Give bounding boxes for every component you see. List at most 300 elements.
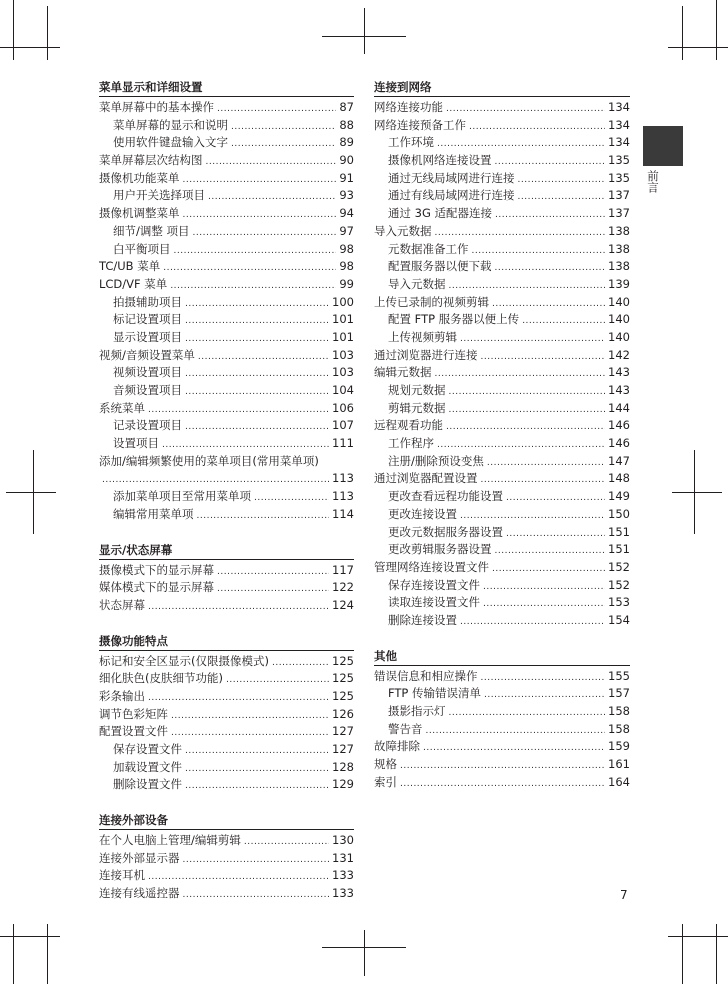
toc-entry-title: 规划元数据 [388,383,446,397]
toc-entry[interactable] [99,347,354,365]
toc-entry-title: 更改剪辑服务器设置 [388,542,492,557]
toc-subentry[interactable] [374,435,630,453]
dot-leader [171,708,329,726]
toc-entry[interactable] [374,668,630,686]
toc-entry[interactable] [99,453,354,488]
dot-leader [426,723,606,741]
toc-subentry[interactable] [374,170,630,188]
toc-entry-page: 152 [608,577,630,592]
dot-leader [472,243,606,261]
toc-entry-title: 更改元数据服务器设置 [388,524,503,539]
toc-entry[interactable] [99,867,354,885]
toc-entry[interactable] [99,597,354,615]
toc-entry-page: 125 [332,671,354,686]
section-title: 菜单显示和详细设置 [99,78,354,97]
toc-entry-title: 摄像机调整菜单 [99,206,180,221]
toc-entry-page: 135 [608,170,630,185]
toc-entry-title: 视频/音频设置菜单 [99,347,195,362]
toc-entry[interactable] [99,723,354,741]
toc-entry[interactable] [374,223,630,241]
side-tab-label: 前言 [646,170,660,193]
toc-subentry[interactable] [374,506,630,524]
toc-entry-page: 88 [339,117,354,132]
dot-leader [171,725,329,743]
dot-leader [484,687,605,705]
toc-entry-title: 配置 FTP 服务器以便上传 [388,312,520,327]
toc-entry-page: 100 [332,294,354,309]
toc-entry-page: 111 [332,436,354,451]
toc-entry-title: 更改连接设置 [388,506,457,521]
toc-entry[interactable] [99,258,354,276]
toc-entry[interactable] [99,99,354,117]
toc-entry-page: 139 [608,276,630,291]
toc-entry-title: 错误信息和相应操作 [374,668,478,683]
toc-entry-title: 添加/编辑频繁使用的菜单项目(常用菜单项) [99,453,319,468]
dot-leader [174,243,337,261]
toc-entry-title: 通过 3G 适配器连接 [388,206,493,221]
dot-leader [495,260,606,278]
toc-entry-page: 147 [608,453,630,468]
toc-entry-title: 在个人电脑上管理/编辑剪辑 [99,833,241,848]
toc-entry-title: 细化肤色(皮肤细节功能) [99,671,223,686]
toc-entry-title: LCD/VF 菜单 [99,276,168,291]
toc-entry[interactable] [99,205,354,223]
toc-entry-page: 146 [608,436,630,451]
toc-entry-title: 保存连接设置文件 [388,577,480,592]
toc-entry-page: 149 [608,489,630,504]
dot-leader [254,490,329,508]
toc-entry-page: 98 [339,241,354,256]
section-gap [99,524,354,541]
toc-subentry[interactable] [374,703,630,721]
toc-entry-page: 154 [608,612,630,627]
toc-entry-title: 菜单屏幕的显示和说明 [113,117,228,132]
toc-subentry[interactable] [99,435,354,453]
toc-entry-title: 警告音 [388,721,423,736]
crop-mark-bottom-left-h [0,936,60,937]
toc-entry-page: 91 [339,170,354,185]
toc-entry-page: 151 [608,542,630,557]
toc-entry-title: 删除连接设置 [388,612,457,627]
toc-subentry[interactable] [99,759,354,777]
toc-entry-title: 拍摄辅助项目 [113,294,182,309]
toc-subentry[interactable] [374,329,630,347]
toc-entry-page: 134 [608,117,630,132]
toc-entry[interactable] [99,276,354,294]
toc-entry-page: 133 [332,886,354,901]
toc-entry-page: 159 [608,739,630,754]
toc-entry-title: 菜单屏幕层次结构图 [99,153,203,168]
toc-entry-title: 系统菜单 [99,400,145,415]
toc-entry[interactable] [99,688,354,706]
toc-entry[interactable] [374,738,630,756]
toc-entry-title: 菜单屏幕中的基本操作 [99,100,214,114]
crop-mark-top-right-v2 [716,0,717,60]
toc-entry-page: 137 [608,188,630,203]
dot-leader [148,690,329,708]
toc-entry-title: 连接有线遥控器 [99,886,180,901]
toc-entry[interactable] [374,99,630,117]
toc-subentry[interactable] [374,311,630,329]
toc-entry-page: 126 [332,706,354,721]
toc-subentry[interactable] [99,223,354,241]
dot-leader [400,758,605,776]
toc-entry-title: 删除设置文件 [113,777,182,792]
toc-entry-title: 保存设置文件 [113,742,182,756]
toc-entry[interactable] [99,152,354,170]
toc-entry[interactable] [374,559,630,577]
toc-entry-title: 导入元数据 [388,276,446,291]
dot-leader [495,543,606,561]
toc-entry-title: 使用软件键盘输入文字 [113,135,228,150]
dot-leader [185,761,329,779]
toc-entry-page: 125 [332,653,354,668]
crop-mark-left-mid-h [6,492,56,493]
toc-entry-title: 工作环境 [388,135,434,150]
toc-subentry[interactable] [374,241,630,259]
toc-subentry[interactable] [374,276,630,294]
dot-leader [449,402,606,420]
toc-entry-page: 101 [332,312,354,327]
toc-entry-title: 远程观看功能 [374,418,443,433]
crop-mark-bottom-left-v2 [13,924,14,984]
toc-subentry[interactable] [99,311,354,329]
toc-entry-page: 153 [608,595,630,610]
dot-leader [163,260,336,278]
toc-entry-title: 规格 [374,757,397,772]
dot-leader [148,599,329,617]
toc-subentry[interactable] [374,541,630,559]
toc-entry[interactable] [374,364,630,382]
dot-leader [449,705,606,723]
dot-leader [481,670,606,688]
toc-entry-title: 工作程序 [388,436,434,451]
dot-leader [185,743,329,761]
dot-leader [185,313,329,331]
toc-entry-title: 用户开关选择项目 [113,188,205,203]
crop-mark-bottom-right-v2 [716,924,717,984]
dot-leader [446,419,605,437]
section-title: 其他 [374,647,630,666]
toc-entry[interactable] [99,832,354,850]
toc-entry-page: 103 [332,347,354,362]
toc-entry-title: 媒体模式下的显示屏幕 [99,580,214,595]
dot-leader [226,672,329,690]
toc-subentry[interactable] [99,294,354,312]
toc-entry-page: 148 [608,471,630,486]
toc-entry-leader-line [99,470,354,488]
toc-subentry[interactable] [374,152,630,170]
dot-leader [206,154,337,172]
toc-entry-page: 155 [608,668,630,683]
toc-entry-title: 上传已录制的视频剪辑 [374,294,489,309]
dot-leader [244,834,329,852]
toc-entry-title: 细节/调整 项目 [113,223,190,238]
toc-entry-page: 144 [608,400,630,415]
dot-leader [449,384,606,402]
section-title: 连接到网络 [374,78,630,97]
toc-subentry[interactable] [99,117,354,135]
toc-entry-page: 93 [339,188,354,203]
toc-entry-title: 视频设置项目 [113,365,182,380]
section-gap [99,615,354,632]
toc-entry[interactable] [99,670,354,688]
toc-entry[interactable] [374,470,630,488]
dot-leader [193,225,337,243]
dot-leader [506,490,605,508]
dot-leader [272,655,329,673]
toc-subentry[interactable] [374,488,630,506]
dot-leader [185,331,329,349]
toc-entry-page: 158 [608,721,630,736]
section-title: 摄像功能特点 [99,632,354,651]
toc-entry[interactable] [374,417,630,435]
toc-entry-title: 索引 [374,774,397,789]
toc-entry-page: 151 [608,524,630,539]
toc-entry-page: 127 [332,724,354,739]
toc-entry-page: 161 [608,757,630,772]
toc-entry-page: 164 [608,774,630,789]
crop-mark-top-center-v [364,8,365,54]
toc-entry[interactable] [99,170,354,188]
toc-entry-title: 彩条输出 [99,688,145,703]
toc-entry-page: 97 [339,223,354,238]
toc-subentry[interactable] [374,453,630,471]
toc-entry-page: 158 [608,704,630,718]
toc-entry[interactable] [374,774,630,792]
toc-entry-title: 摄像机网络连接设置 [388,153,492,168]
dot-leader [460,614,605,632]
toc-entry-title: 连接耳机 [99,868,145,883]
section-title: 显示/状态屏幕 [99,541,354,560]
crop-mark-bottom-center-v [364,930,365,976]
toc-entry-title: 加载设置文件 [113,759,182,774]
toc-subentry[interactable] [374,685,630,703]
toc-entry-title: 调节色彩矩阵 [99,706,168,721]
crop-mark-bottom-right-h [668,936,728,937]
toc-entry-title: 故障排除 [374,739,420,754]
toc-entry-title: 音频设置项目 [113,383,182,397]
toc-entry-page: 106 [332,400,354,415]
toc-subentry[interactable] [374,612,630,630]
dot-leader [185,296,329,314]
toc-entry-page: 128 [332,759,354,774]
toc-entry[interactable] [99,400,354,418]
toc-entry-title: 剪辑元数据 [388,400,446,415]
toc-entry-page: 157 [608,686,630,701]
toc-entry-page: 138 [608,223,630,238]
toc-entry-title: 摄像模式下的显示屏幕 [99,562,214,577]
dot-leader [208,189,336,207]
toc-entry-title: 设置项目 [113,436,159,451]
toc-subentry[interactable] [374,524,630,542]
dot-leader [522,313,605,331]
toc-entry-title: 记录设置项目 [113,418,182,433]
dot-leader [495,207,605,225]
toc-subentry[interactable] [99,364,354,382]
toc-entry-title: 标记设置项目 [113,312,182,327]
dot-leader [185,384,329,402]
dot-leader [518,172,606,190]
toc-entry-page: 107 [332,418,354,433]
toc-entry-title: 通过无线局域网进行连接 [388,170,515,185]
dot-leader [400,776,605,794]
toc-entry[interactable] [99,562,354,580]
toc-subentry[interactable] [99,134,354,152]
crop-mark-top-center-h [322,36,406,37]
dot-leader [185,778,329,796]
toc-entry-title: 摄像机功能菜单 [99,170,180,185]
toc-subentry[interactable] [374,721,630,739]
dot-leader [198,349,329,367]
toc-entry-page: 127 [332,742,354,756]
dot-leader [423,740,605,758]
toc-entry-page: 134 [608,135,630,150]
toc-subentry[interactable] [99,187,354,205]
toc-subentry[interactable] [374,577,630,595]
section-gap [374,630,630,647]
dot-leader [481,349,606,367]
crop-mark-top-right-v [682,6,683,60]
toc-entry-page: 138 [608,241,630,256]
toc-entry-page: 133 [332,868,354,883]
toc-entry-title: 管理网络连接设置文件 [374,559,489,574]
toc-entry-page: 130 [332,833,354,848]
crop-mark-right-mid-h [672,492,722,493]
toc-entry-page: 103 [332,365,354,380]
crop-mark-bottom-center-h [322,947,406,948]
dot-leader [170,278,336,296]
toc-entry-title: 添加菜单项目至常用菜单项 [113,489,251,504]
toc-entry-title: 配置设置文件 [99,724,168,739]
toc-subentry[interactable] [374,187,630,205]
toc-entry-title: 通过浏览器配置设置 [374,471,478,486]
toc-entry-title: 配置服务器以便下载 [388,259,492,274]
toc-entry-title: 读取连接设置文件 [388,595,480,610]
toc-subentry[interactable] [99,506,354,524]
toc-entry[interactable] [374,294,630,312]
toc-subentry[interactable] [99,417,354,435]
crop-mark-top-left-v2 [13,0,14,60]
toc-entry-page: 122 [332,580,354,595]
dot-leader [217,564,329,582]
toc-entry-page: 142 [608,347,630,362]
dot-leader [506,526,605,544]
section-gap [99,794,354,811]
toc-entry-title: 编辑常用菜单项 [113,506,194,521]
toc-subentry[interactable] [99,382,354,400]
toc-entry[interactable] [99,653,354,671]
toc-entry-title: 状态屏幕 [99,597,145,612]
toc-subentry[interactable] [99,241,354,259]
toc-subentry[interactable] [374,258,630,276]
toc-entry-page: 101 [332,329,354,344]
dot-leader [231,136,336,154]
dot-leader [483,579,605,597]
crop-mark-top-left-h [0,47,60,48]
toc-entry[interactable] [374,756,630,774]
toc-entry[interactable] [374,117,630,135]
toc-entry[interactable] [99,706,354,724]
toc-entry[interactable] [374,347,630,365]
toc-entry-title: 编辑元数据 [374,365,432,380]
toc-entry-page: 99 [339,276,354,291]
toc-entry-page: 89 [339,135,354,150]
toc-entry-title: 导入元数据 [374,223,432,238]
toc-entry-title: 显示设置项目 [113,329,182,344]
toc-entry-page: 98 [339,259,354,274]
dot-leader [492,561,605,579]
toc-entry-page: 113 [332,471,354,486]
crop-mark-top-left-v [47,6,48,60]
toc-subentry[interactable] [374,400,630,418]
toc-entry-title: 通过浏览器进行连接 [374,347,478,362]
dot-leader [460,331,605,349]
toc-entry-page: 125 [332,688,354,703]
dot-leader [183,172,337,190]
toc-entry-title: 元数据准备工作 [388,241,469,256]
dot-leader [185,366,329,384]
dot-leader [518,189,606,207]
toc-entry-title: 连接外部显示器 [99,850,180,865]
toc-entry-page: 138 [608,259,630,274]
toc-entry[interactable] [99,850,354,868]
toc-right-column [374,78,630,791]
crop-mark-top-right-h [668,47,728,48]
section-title: 连接外部设备 [99,811,354,830]
toc-entry-title: 标记和安全区显示(仅限摄像模式) [99,653,269,668]
dot-leader [185,419,329,437]
toc-subentry[interactable] [374,134,630,152]
toc-entry-page: 140 [608,312,630,327]
toc-entry-page: 87 [339,100,354,114]
dot-leader [183,887,330,905]
toc-entry-title: TC/UB 菜单 [99,259,161,274]
toc-entry-page: 140 [608,294,630,309]
toc-entry-page: 129 [332,777,354,792]
dot-leader [217,101,336,119]
toc-entry-title: 上传视频剪辑 [388,329,457,344]
dot-leader [183,852,330,870]
side-tab-block [643,126,683,166]
dot-leader [183,207,337,225]
toc-subentry[interactable] [99,329,354,347]
toc-entry-page: 134 [608,100,630,114]
toc-entry-page: 124 [332,597,354,612]
toc-entry-page: 137 [608,206,630,221]
crop-mark-bottom-left-v [47,924,48,984]
toc-subentry[interactable] [99,488,354,506]
toc-entry-page: 150 [608,506,630,521]
toc-subentry[interactable] [99,776,354,794]
dot-leader [435,366,606,384]
toc-entry-page: 131 [332,850,354,865]
toc-subentry[interactable] [99,741,354,759]
toc-entry-title: 白平衡项目 [113,241,171,256]
toc-entry-title: 网络连接功能 [374,100,443,114]
toc-entry-page: 113 [332,489,354,504]
toc-subentry[interactable] [374,382,630,400]
toc-entry-page: 90 [339,153,354,168]
toc-subentry[interactable] [374,594,630,612]
dot-leader [197,508,330,526]
toc-entry-page: 94 [339,206,354,221]
toc-entry[interactable] [99,579,354,597]
toc-subentry[interactable] [374,205,630,223]
toc-entry-title: 网络连接预备工作 [374,117,466,132]
toc-entry-page: 104 [332,383,354,397]
toc-entry[interactable] [99,885,354,903]
